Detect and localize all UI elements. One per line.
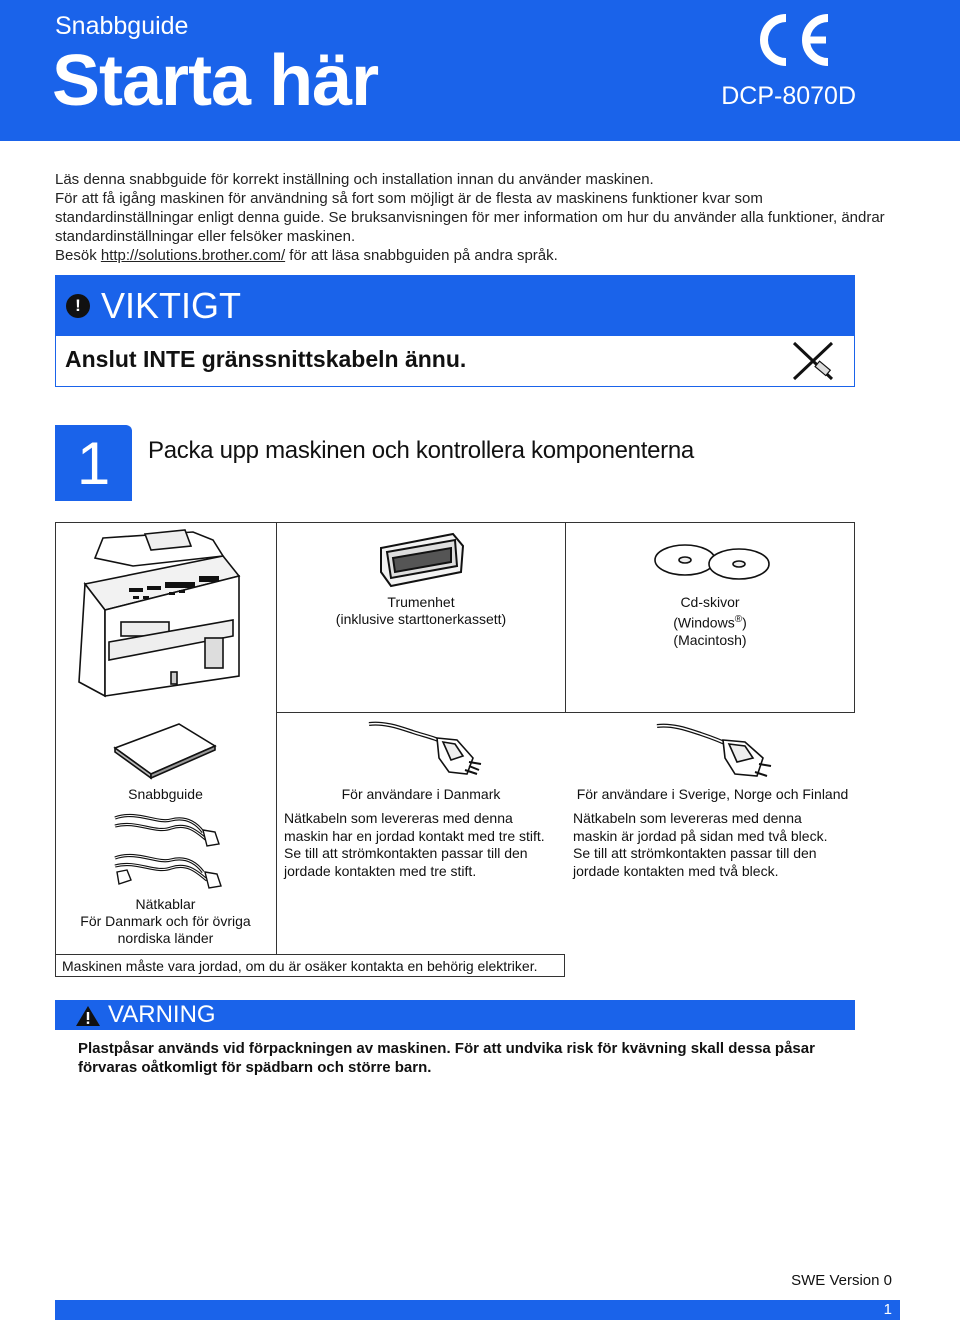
denmark-note-line: Se till att strömkontakten passar till den [284, 845, 528, 861]
grid-line [276, 712, 855, 713]
important-message: Anslut INTE gränssnittskabeln ännu. [65, 346, 467, 372]
drum-sublabel: (inklusive starttonerkassett) [335, 611, 507, 627]
sweden-note [573, 810, 858, 880]
grid-line [55, 522, 855, 523]
grid-line [55, 976, 565, 977]
denmark-note-line: Nätkabeln som levereras med denna [284, 810, 513, 826]
drum-unit-illustration [377, 532, 467, 588]
step-title: Packa upp maskinen och kontrollera komponenterna [148, 437, 694, 464]
cd-windows-close: ) [742, 614, 747, 631]
cables-sublabel: För Danmark och för övriga [80, 913, 251, 929]
power-cord-denmark-illustration [365, 718, 485, 780]
components-table [55, 522, 855, 977]
page-title: Starta här [52, 41, 379, 121]
cd-rom-illustration [653, 542, 773, 582]
warning-header [55, 1000, 855, 1030]
no-interface-cable-icon [788, 339, 838, 383]
cables-sublabel-2: nordiska länder [117, 930, 214, 946]
important-label: VIKTIGT [101, 285, 242, 326]
footer-bar [55, 1300, 900, 1320]
denmark-note-line: maskin har en jordad kontakt med tre stift. [284, 827, 545, 844]
power-cables-illustration [107, 812, 223, 894]
denmark-label: För användare i Danmark [341, 786, 501, 802]
important-header [55, 275, 855, 336]
denmark-note [284, 810, 564, 880]
page-number: 1 [883, 1301, 892, 1318]
quick-guide-illustration [113, 722, 217, 780]
cd-caption [565, 594, 855, 649]
sweden-note-line: jordade kontakten med två bleck. [573, 862, 779, 879]
cd-label: Cd-skivor [680, 594, 740, 610]
sweden-note-line: Se till att strömkontakten passar till den [573, 845, 817, 861]
cd-windows-text: (Windows [673, 614, 735, 631]
quick-guide-label: Snabbguide [128, 786, 203, 802]
visit-prefix: Besök [55, 247, 101, 264]
solutions-link[interactable]: http://solutions.brother.com/ [100, 247, 286, 264]
registered-mark: ® [734, 614, 743, 625]
ground-note: Maskinen måste vara jordad, om du är osäker kontakta en behörig elektriker. [62, 958, 538, 974]
model-number: DCP-8070D [721, 82, 856, 110]
version-label: SWE Version 0 [791, 1272, 892, 1289]
power-cord-sweden-illustration [653, 718, 773, 780]
denmark-note-line: jordade kontakten med tre stift. [284, 862, 477, 879]
cables-label: Nätkablar [135, 896, 196, 912]
grid-line [564, 954, 565, 977]
grid-line [55, 954, 565, 955]
header-banner [0, 0, 960, 141]
exclamation-icon: ! [66, 294, 90, 318]
header-subtitle: Snabbguide [55, 12, 189, 40]
intro-line-2: För att få igång maskinen för användning så fort som möjligt är de flesta av maskinens funktioner kvar som standardinställningar enligt denna guide. Se bruksanvisningen för mer information om hur du använder alla funktioner, ändrar standardinställningar eller felsöker maskinen. [55, 190, 885, 245]
warning-message: Plastpåsar används vid förpackningen av maskinen. För att undvika risk för kvävning skall dessa påsar förvaras oåtkomligt för spädbarn och större barn. [78, 1040, 815, 1076]
important-box [55, 336, 855, 387]
intro-line-1: Läs denna snabbguide för korrekt inställning och installation innan du använder maskinen. [55, 171, 654, 188]
step-number: 1 [55, 425, 132, 501]
intro-visit [55, 246, 885, 265]
warning-triangle-icon [75, 1005, 101, 1027]
power-cables-caption [55, 896, 276, 947]
cd-macintosh: (Macintosh) [673, 631, 747, 648]
printer-illustration [73, 526, 269, 706]
drum-label: Trumenhet [387, 594, 455, 610]
sweden-note-line: Nätkabeln som levereras med denna [573, 810, 802, 826]
ce-mark-icon [752, 10, 834, 70]
grid-line [276, 522, 277, 954]
warning-label: VARNING [108, 1001, 216, 1028]
visit-suffix: för att läsa snabbguiden på andra språk. [285, 247, 558, 264]
cd-windows [565, 611, 855, 632]
sweden-label: För användare i Sverige, Norge och Finland [576, 786, 849, 802]
intro-text [55, 170, 885, 265]
sweden-note-line: maskin är jordad på sidan med två bleck. [573, 827, 828, 844]
drum-caption [276, 594, 566, 628]
